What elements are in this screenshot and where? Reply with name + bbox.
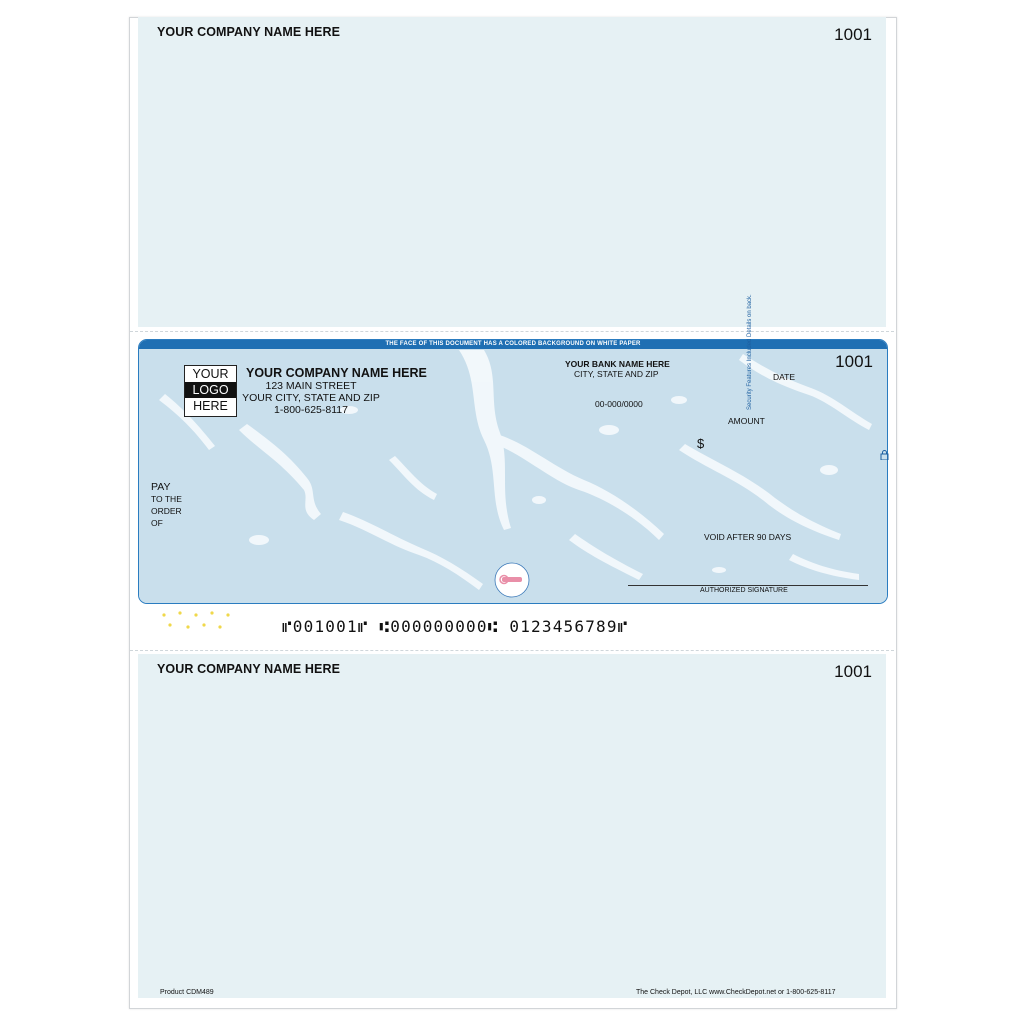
amount-label: AMOUNT — [728, 416, 765, 426]
routing-fraction: 00-000/0000 — [595, 399, 643, 409]
top-stub-company-name: YOUR COMPANY NAME HERE — [157, 25, 341, 39]
pay-label: PAY — [151, 481, 171, 493]
hologram-stars-icon — [158, 609, 236, 633]
micr-line: ⑈001001⑈ ⑆000000000⑆ 0123456789⑈ — [282, 617, 629, 636]
company-address-line1: 123 MAIN STREET — [265, 380, 357, 392]
pay-of-label: OF — [151, 518, 163, 528]
check-company-name: YOUR COMPANY NAME HERE — [246, 366, 427, 380]
date-label: DATE — [773, 372, 796, 382]
padlock-icon — [880, 450, 889, 460]
top-stub-check-number: 1001 — [834, 25, 872, 44]
security-notice-band: THE FACE OF THIS DOCUMENT HAS A COLORED BACKGROUND ON WHITE PAPER — [139, 340, 887, 349]
pay-to-label: TO THE — [151, 494, 182, 504]
check-face — [138, 339, 888, 604]
check-number: 1001 — [835, 352, 873, 371]
void-notice: VOID AFTER 90 DAYS — [704, 532, 792, 542]
bank-city: CITY, STATE AND ZIP — [574, 369, 659, 379]
company-phone: 1-800-625-8117 — [274, 404, 348, 416]
security-features-note: Security Features Included Details on back. — [747, 294, 753, 410]
logo-line: YOUR — [192, 367, 229, 381]
heat-seal-icon — [489, 560, 535, 600]
pay-order-label: ORDER — [151, 506, 182, 516]
bottom-stub-company-name: YOUR COMPANY NAME HERE — [157, 662, 341, 676]
authorized-signature-label: AUTHORIZED SIGNATURE — [700, 587, 788, 594]
signature-line — [628, 585, 868, 586]
product-code: Product CDM489 — [160, 989, 214, 996]
perforation-bottom — [130, 650, 894, 651]
bottom-stub-check-number: 1001 — [834, 662, 872, 681]
bottom-stub — [138, 654, 886, 998]
top-stub — [138, 17, 886, 327]
logo-line: LOGO — [185, 382, 236, 398]
vendor-footer: The Check Depot, LLC www.CheckDepot.net or 1-800-625-8117 — [636, 989, 836, 996]
bank-name: YOUR BANK NAME HERE — [565, 359, 670, 369]
dollar-sign: $ — [697, 436, 705, 451]
perforation-top — [130, 331, 894, 332]
logo-line: HERE — [193, 399, 228, 413]
company-address-line2: YOUR CITY, STATE AND ZIP — [242, 392, 380, 404]
company-logo-placeholder — [184, 365, 237, 417]
